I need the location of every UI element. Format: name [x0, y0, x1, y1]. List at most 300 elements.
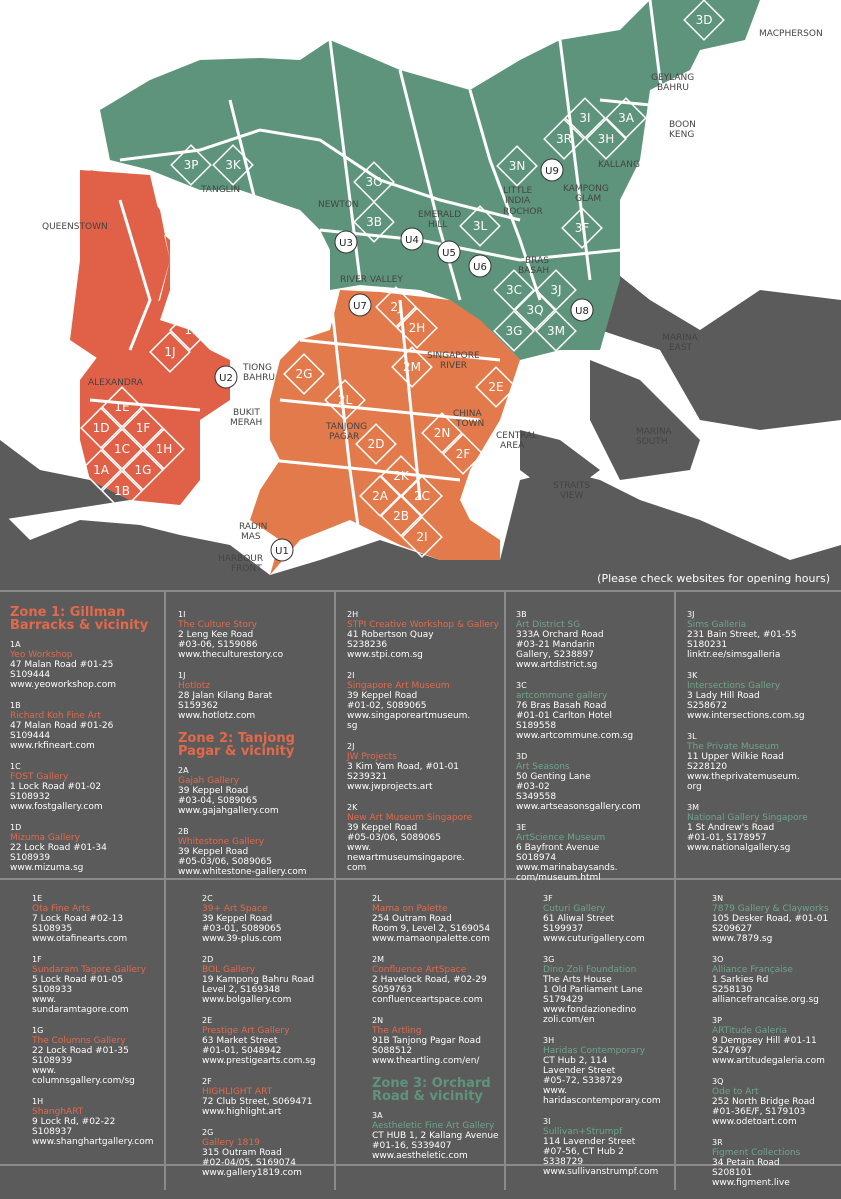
entry-line: 47 Malan Road #01-26 — [10, 721, 114, 731]
gallery-entry — [202, 1016, 332, 1066]
entry-line: 3 Kim Yam Road, #01-01 — [347, 762, 460, 772]
entry-line: www.bolgallery.com — [202, 995, 292, 1005]
place-label: ALEXANDRA — [88, 378, 143, 388]
entry-line: www.sullivanstrumpf.com — [543, 1167, 659, 1177]
entry-line: columnsgallery.com/sg — [32, 1076, 135, 1086]
place-label: LITTLE — [503, 186, 533, 196]
marker-label: 3B — [366, 215, 382, 229]
entry-name[interactable]: BOL Gallery — [202, 965, 256, 975]
entry-line: 315 Outram Road — [202, 1148, 282, 1158]
marker-label: 2C — [413, 489, 431, 503]
entry-code: 3I — [543, 1117, 551, 1126]
entry-name[interactable]: JW Projects — [347, 752, 397, 762]
entry-line: 1 Lock Road #01-02 — [10, 782, 102, 792]
entry-line: 9 Dempsey Hill #01-11 — [712, 1036, 817, 1046]
entry-code: 2D — [202, 955, 214, 964]
entry-line: CT Hub 2, 114 — [543, 1056, 608, 1066]
entry-line: 231 Bain Street, #01-55 — [687, 630, 797, 640]
marker-label: 3O — [365, 175, 383, 189]
circle-marker-u8[interactable] — [571, 299, 593, 321]
place-label: FRONT — [231, 564, 262, 574]
gallery-entry — [202, 955, 332, 1005]
entry-line: www.yeoworkshop.com — [10, 680, 116, 690]
gallery-entry — [32, 1097, 162, 1147]
entry-line: www.otafinearts.com — [32, 934, 128, 944]
entry-code: 2L — [372, 894, 382, 903]
marker-label: 2J — [390, 300, 402, 314]
marker-label: 2E — [488, 380, 504, 394]
directory-col5a — [687, 610, 837, 864]
place-label: GLAM — [575, 194, 602, 204]
entry-code: 3M — [687, 803, 699, 812]
entry-code: 1D — [10, 823, 22, 832]
entry-line: S228120 — [687, 762, 728, 772]
entry-line: org — [687, 782, 702, 792]
entry-name[interactable]: Aestheletic Fine Art Gallery — [372, 1121, 495, 1131]
gallery-entry — [347, 671, 499, 731]
circle-marker-label: U6 — [473, 262, 487, 273]
entry-code: 1I — [178, 610, 186, 619]
entry-name[interactable]: Whitestone Gallery — [178, 837, 265, 847]
entry-line: www.artcommune.com.sg — [516, 731, 634, 741]
entry-line: S108935 — [32, 924, 73, 934]
entry-line: #05-03/06, S089065 — [347, 833, 441, 843]
entry-line: #02-04/05, S169074 — [202, 1158, 296, 1168]
entry-name[interactable]: Mizuma Gallery — [10, 833, 80, 843]
marker-label: 2H — [408, 321, 426, 335]
entry-line: www.7879.sg — [712, 934, 773, 944]
marker-label: 3D — [695, 13, 713, 27]
entry-code: 3A — [372, 1111, 383, 1120]
gallery-entry — [543, 894, 673, 944]
entry-line: 1 Sarkies Rd — [712, 975, 769, 985]
place-label: BAHRU — [243, 373, 275, 383]
directory-col3b — [372, 894, 502, 1172]
place-label: MAS — [241, 532, 261, 542]
gallery-entry — [202, 894, 332, 944]
entry-line: newartmuseumsingapore. — [347, 853, 465, 863]
entry-name[interactable]: Alliance Française — [712, 965, 793, 975]
directory-col2a — [178, 610, 328, 888]
marker-label: 3A — [618, 111, 634, 125]
gallery-entry — [10, 762, 160, 812]
entry-line: 22 Lock Road #01-35 — [32, 1046, 129, 1056]
marker-label: 2L — [337, 393, 353, 407]
marker-label: 3G — [505, 324, 523, 338]
entry-name[interactable]: Figment Collections — [712, 1148, 801, 1158]
directory-col4b — [543, 894, 673, 1188]
entry-line: 28 Jalan Kilang Barat — [178, 691, 273, 701]
entry-code: 1G — [32, 1026, 44, 1035]
circle-marker-u1[interactable] — [271, 539, 293, 561]
entry-line: 3 Lady Hill Road — [687, 691, 760, 701]
entry-code: 1E — [32, 894, 43, 903]
entry-line: www.singaporeartmuseum. — [347, 711, 471, 721]
entry-code: 3B — [516, 610, 527, 619]
entry-code: 1F — [32, 955, 42, 964]
entry-line: #01-01, S178957 — [687, 833, 767, 843]
entry-line: zoli.com/en — [543, 1015, 595, 1025]
place-label: MARINA — [662, 333, 698, 343]
entry-name[interactable]: Sundaram Tagore Gallery — [32, 965, 146, 975]
entry-line: Lavender Street — [543, 1066, 616, 1076]
entry-code: 2A — [178, 766, 189, 775]
circle-marker-u3[interactable] — [335, 231, 357, 253]
entry-line: 6 Bayfront Avenue — [516, 843, 600, 853]
entry-name[interactable]: Gajah Gallery — [178, 776, 240, 786]
entry-line: S059763 — [372, 985, 413, 995]
entry-code: 1H — [32, 1097, 44, 1106]
entry-line: 2 Havelock Road, #02-29 — [372, 975, 487, 985]
entry-line: www.artseasonsgallery.com — [516, 802, 641, 812]
circle-marker-u7[interactable] — [349, 294, 371, 316]
entry-line: www.theartling.com/en/ — [372, 1056, 480, 1066]
entry-name[interactable]: Art District SG — [516, 620, 581, 630]
circle-marker-label: U3 — [339, 238, 353, 249]
place-label: CHINA — [453, 409, 482, 419]
entry-line: #03-21 Mandarin — [516, 640, 595, 650]
marker-label: 3K — [225, 158, 241, 172]
place-label: GEYLANG — [651, 73, 695, 83]
place-label: RADIN — [239, 522, 268, 532]
place-label: INDIA — [505, 196, 531, 206]
marker-label: 2M — [403, 360, 421, 374]
entry-name[interactable]: Sullivan+Strumpf — [543, 1127, 623, 1137]
place-label: SINGAPORE — [427, 351, 480, 361]
entry-line: www. — [32, 995, 57, 1005]
circle-marker-u9[interactable] — [541, 159, 563, 181]
entry-code: 2M — [372, 955, 384, 964]
place-label: TOWN — [456, 419, 485, 429]
entry-line: www.39-plus.com — [202, 934, 282, 944]
circle-marker-label: U9 — [545, 166, 559, 177]
entry-line: S239321 — [347, 772, 388, 782]
entry-code: 3R — [712, 1138, 723, 1147]
entry-name[interactable]: ShanghART — [32, 1107, 84, 1117]
place-label: QUEENSTOWN — [42, 222, 108, 232]
place-label: EMERALD — [418, 210, 462, 220]
place-label: VIEW — [560, 491, 584, 501]
marker-label: 3M — [547, 324, 565, 338]
entry-code: 1A — [10, 640, 21, 649]
gallery-entry — [372, 894, 502, 944]
marker-label: 1J — [164, 345, 176, 359]
place-label: STRAITS — [553, 481, 591, 491]
entry-line: sg — [347, 721, 358, 731]
place-label: HARBOUR — [218, 554, 264, 564]
entry-line: S108939 — [10, 853, 51, 863]
directory-col5b — [712, 894, 838, 1199]
gallery-entry — [372, 1016, 502, 1066]
marker-label: 2K — [393, 469, 409, 483]
marker-label: 1B — [114, 484, 130, 498]
entry-line: 63 Market Street — [202, 1036, 278, 1046]
gallery-entry — [178, 827, 328, 877]
entry-line: #03-02 — [516, 782, 550, 792]
entry-line: S258130 — [712, 985, 753, 995]
marker-label: 1E — [114, 400, 130, 414]
entry-line: S349558 — [516, 792, 557, 802]
entry-line: 72 Club Street, S069471 — [202, 1097, 313, 1107]
entry-line: www.nationalgallery.sg — [687, 843, 791, 853]
entry-code: 3E — [516, 823, 527, 832]
entry-line: 41 Robertson Quay — [347, 630, 434, 640]
entry-line: 1 Old Parliament Lane — [543, 985, 643, 995]
entry-name[interactable]: Prestige Art Gallery — [202, 1026, 290, 1036]
entry-name[interactable]: Ode to Art — [712, 1087, 759, 1097]
entry-line: #01-36E/F, S179103 — [712, 1107, 806, 1117]
gallery-entry — [32, 955, 162, 1015]
entry-line: 22 Lock Road #01-34 — [10, 843, 107, 853]
zone-heading: Zone 3: Orchard Road & vicinity — [372, 1076, 491, 1104]
place-label: MERAH — [230, 418, 263, 428]
entry-line: www.rkfineart.com — [10, 741, 95, 751]
place-label: KENG — [669, 130, 695, 140]
entry-name[interactable]: Confluence ArtSpace — [372, 965, 467, 975]
place-label: NEWTON — [318, 200, 359, 210]
gallery-entry — [712, 894, 838, 944]
entry-line: 19 Kampong Bahru Road — [202, 975, 315, 985]
gallery-entry — [372, 1111, 502, 1161]
divider — [0, 590, 841, 592]
divider — [164, 590, 166, 1190]
entry-name[interactable]: Cuturi Gallery — [543, 904, 606, 914]
circle-marker-u4[interactable] — [401, 228, 423, 250]
gallery-entry — [712, 955, 838, 1005]
entry-code: 3F — [543, 894, 553, 903]
entry-code: 2E — [202, 1016, 213, 1025]
entry-code: 2F — [202, 1077, 212, 1086]
entry-line: 50 Genting Lane — [516, 772, 591, 782]
entry-line: www.whitestone-gallery.com — [178, 867, 307, 877]
entry-line: confluenceartspace.com — [372, 995, 483, 1005]
entry-line: 333A Orchard Road — [516, 630, 604, 640]
entry-name[interactable]: HIGHLIGHT ART — [202, 1087, 273, 1097]
entry-line: sundaramtagore.com — [32, 1005, 129, 1015]
place-label: RIVER — [440, 361, 468, 371]
gallery-entry — [32, 1026, 162, 1086]
marker-label: 3I — [579, 111, 591, 125]
entry-line: www.theculturestory.co — [178, 650, 284, 660]
marker-label: 1A — [93, 463, 109, 477]
marker-label: 3H — [597, 132, 615, 146]
entry-line: www. — [543, 1086, 568, 1096]
entry-code: 3O — [712, 955, 724, 964]
entry-name[interactable]: ArtScience Museum — [516, 833, 606, 843]
entry-line: 7 Lock Road #02-13 — [32, 914, 124, 924]
entry-line: com — [347, 863, 367, 873]
marker-label: 1C — [113, 442, 131, 456]
entry-code: 2C — [202, 894, 213, 903]
gallery-entry — [687, 732, 837, 792]
entry-name[interactable]: The Artling — [372, 1026, 422, 1036]
gallery-entry — [516, 610, 668, 670]
entry-code: 3H — [543, 1036, 555, 1045]
gallery-entry — [178, 671, 328, 721]
entry-name[interactable]: 7879 Gallery & Clayworks — [712, 904, 829, 914]
entry-line: www.artdistrict.sg — [516, 660, 598, 670]
gallery-entry — [202, 1128, 332, 1178]
entry-line: S208101 — [712, 1168, 753, 1178]
entry-name[interactable]: 39+ Art Space — [202, 904, 268, 914]
entry-name[interactable]: Art Seasons — [516, 762, 570, 772]
zone-heading: Zone 1: Gillman Barracks & vicinity — [10, 605, 149, 633]
entry-line: Level 2, S169348 — [202, 985, 281, 995]
entry-name[interactable]: FOST Gallery — [10, 772, 69, 782]
entry-line: S247697 — [712, 1046, 753, 1056]
entry-line: S338729 — [543, 1157, 584, 1167]
entry-line: www. — [32, 1066, 57, 1076]
circle-marker-u5[interactable] — [438, 241, 460, 263]
entry-line: www.stpi.com.sg — [347, 650, 423, 660]
entry-name[interactable]: Haridas Contemporary — [543, 1046, 646, 1056]
entry-name[interactable]: Richard Koh Fine Art — [10, 711, 102, 721]
entry-line: www.fostgallery.com — [10, 802, 103, 812]
entry-line: S108932 — [10, 792, 51, 802]
gallery-entry — [712, 1138, 838, 1188]
opening-hours-note: (Please check websites for opening hours) — [597, 572, 830, 585]
gallery-entry — [347, 742, 499, 792]
marker-label: 3P — [183, 158, 199, 172]
marker-label: 1G — [134, 463, 152, 477]
place-label: HILL — [428, 220, 448, 230]
marker-label: 1D — [92, 421, 110, 435]
entry-code: 2G — [202, 1128, 214, 1137]
place-label: KAMPONG — [563, 184, 609, 194]
entry-name[interactable]: ARTitude Galeria — [712, 1026, 788, 1036]
gallery-entry — [543, 1117, 673, 1177]
entry-line: S199937 — [543, 924, 584, 934]
entry-line: www.fondazionedino — [543, 1005, 637, 1015]
entry-line: www.artitudegaleria.com — [712, 1056, 825, 1066]
circle-marker-label: U2 — [219, 373, 233, 384]
entry-name[interactable]: Intersections Gallery — [687, 681, 781, 691]
entry-code: 2K — [347, 803, 358, 812]
entry-line: S108939 — [32, 1056, 73, 1066]
entry-line: #01-16, S339407 — [372, 1141, 452, 1151]
marker-label: 2A — [372, 489, 388, 503]
entry-line: 105 Desker Road, #01-01 — [712, 914, 829, 924]
entry-line: 47 Malan Road #01-25 — [10, 660, 114, 670]
gallery-entry — [347, 803, 499, 873]
entry-line: 39 Keppel Road — [347, 823, 418, 833]
place-label: KALLANG — [598, 160, 640, 170]
entry-line: #03-01, S089065 — [202, 924, 282, 934]
entry-line: www.aestheletic.com — [372, 1151, 468, 1161]
entry-name[interactable]: Singapore Art Museum — [347, 681, 450, 691]
entry-name[interactable]: STPI Creative Workshop & Gallery — [347, 620, 499, 630]
place-label: SOUTH — [636, 437, 668, 447]
entry-name[interactable]: Sims Galleria — [687, 620, 747, 630]
place-label: EAST — [669, 343, 693, 353]
entry-name[interactable]: The Private Museum — [687, 742, 780, 752]
entry-line: S109444 — [10, 670, 51, 680]
entry-line: S209627 — [712, 924, 753, 934]
entry-name[interactable]: Gallery 1819 — [202, 1138, 260, 1148]
circle-marker-label: U1 — [275, 546, 289, 557]
entry-line: www.figment.live — [712, 1178, 790, 1188]
circle-marker-u2[interactable] — [215, 366, 237, 388]
entry-line: www.shanghartgallery.com — [32, 1137, 154, 1147]
entry-line: Room 9, Level 2, S169054 — [372, 924, 491, 934]
entry-code: 2I — [347, 671, 355, 680]
entry-line: S189558 — [516, 721, 557, 731]
entry-name[interactable]: The Columns Gallery — [32, 1036, 126, 1046]
divider — [334, 590, 336, 1190]
marker-label: 1I — [184, 323, 196, 337]
entry-code: 3C — [516, 681, 527, 690]
entry-line: www.mamaonpalette.com — [372, 934, 490, 944]
entry-code: 3K — [687, 671, 698, 680]
circle-marker-label: U4 — [405, 235, 419, 246]
entry-name[interactable]: National Gallery Singapore — [687, 813, 808, 823]
entry-name[interactable]: Hotlotz — [178, 681, 211, 691]
entry-line: #01-02, S089065 — [347, 701, 427, 711]
marker-label: 2N — [433, 426, 451, 440]
entry-line: 91B Tanjong Pagar Road — [372, 1036, 481, 1046]
place-label: BUKIT — [233, 408, 260, 418]
marker-label: 2D — [367, 437, 385, 451]
entry-line: 9 Lock Rd, #02-22 — [32, 1117, 116, 1127]
entry-line: 254 Outram Road — [372, 914, 452, 924]
entry-code: 1B — [10, 701, 21, 710]
entry-code: 3P — [712, 1016, 722, 1025]
gallery-entry — [543, 1036, 673, 1106]
entry-line: 39 Keppel Road — [202, 914, 273, 924]
entry-name[interactable]: Dino Zoli Foundation — [543, 965, 637, 975]
entry-line: 252 North Bridge Road — [712, 1097, 815, 1107]
marker-label: 2B — [393, 509, 409, 523]
gallery-entry — [372, 955, 502, 1005]
entry-name[interactable]: New Art Museum Singapore — [347, 813, 473, 823]
entry-line: www.gallery1819.com — [202, 1168, 302, 1178]
entry-line: 114 Lavender Street — [543, 1137, 636, 1147]
entry-name[interactable]: Mama on Palette — [372, 904, 448, 914]
marker-label: 2G — [295, 367, 313, 381]
place-label: CENTRAL — [496, 431, 538, 441]
entry-line: www.theprivatemuseum. — [687, 772, 800, 782]
marker-label: 3N — [508, 159, 526, 173]
entry-line: S179429 — [543, 995, 584, 1005]
entry-name[interactable]: Yeo Workshop — [10, 650, 73, 660]
place-label: TANJONG — [326, 422, 368, 432]
gallery-entry — [10, 823, 160, 873]
marker-label: 3L — [472, 219, 488, 233]
circle-marker-u6[interactable] — [469, 255, 491, 277]
divider — [674, 590, 676, 1190]
place-label: AREA — [500, 441, 525, 451]
entry-name[interactable]: artcommune gallery — [516, 691, 608, 701]
entry-code: 2H — [347, 610, 359, 619]
entry-line: #05-72, S338729 — [543, 1076, 623, 1086]
gallery-entry — [178, 610, 328, 660]
gallery-entry — [687, 671, 837, 721]
entry-code: 2B — [178, 827, 189, 836]
entry-code: 1C — [10, 762, 21, 771]
marker-label: 3Q — [526, 303, 544, 317]
entry-line: #01-01 Carlton Hotel — [516, 711, 612, 721]
place-label: MARINA — [636, 427, 672, 437]
entry-line: com/museum.html — [516, 873, 601, 883]
entry-line: 2 Leng Kee Road — [178, 630, 254, 640]
entry-line: 76 Bras Basah Road — [516, 701, 607, 711]
entry-line: S258672 — [687, 701, 728, 711]
entry-line: www.odetoart.com — [712, 1117, 797, 1127]
entry-name[interactable]: The Culture Story — [178, 620, 257, 630]
directory-col1a — [10, 606, 160, 884]
entry-line: #03-06, S159086 — [178, 640, 258, 650]
entry-name[interactable]: Ota Fine Arts — [32, 904, 91, 914]
